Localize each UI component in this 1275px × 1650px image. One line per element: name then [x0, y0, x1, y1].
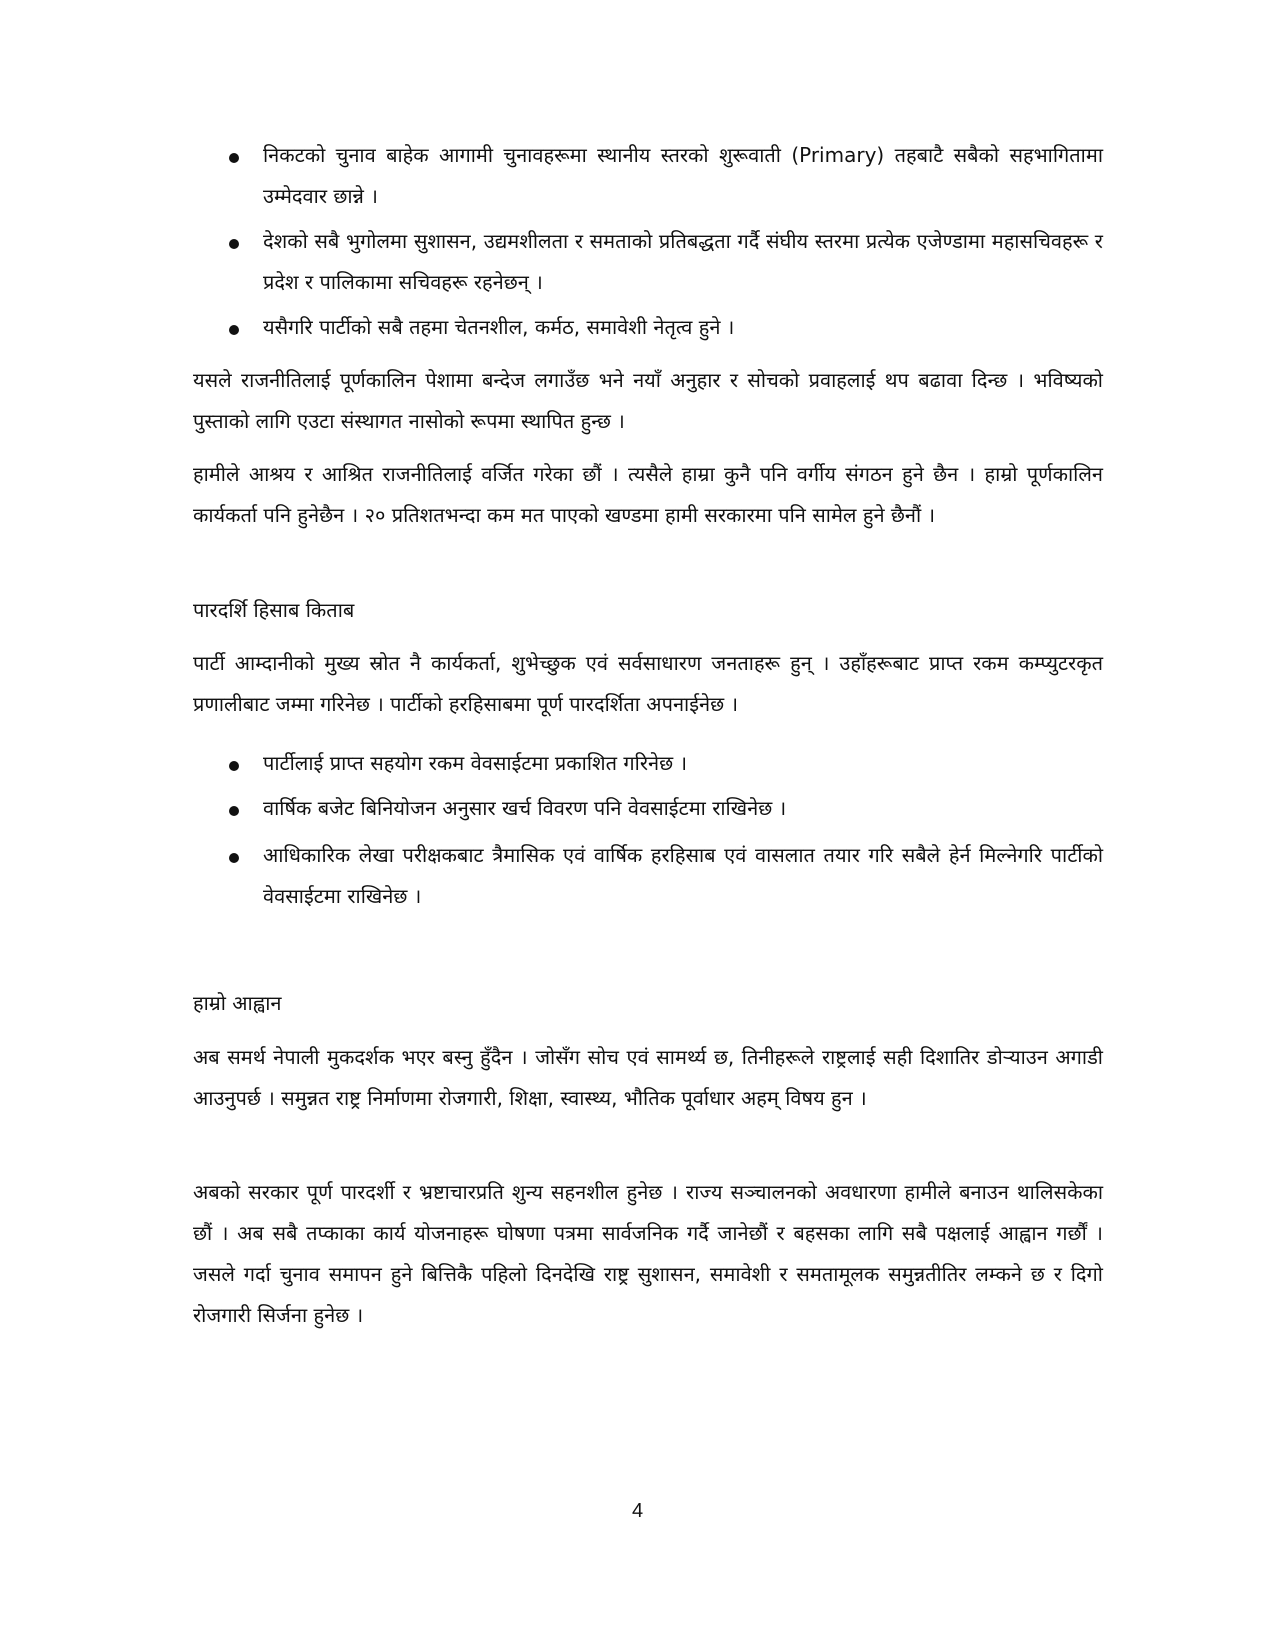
bullet-item: वार्षिक बजेट बिनियोजन अनुसार खर्च विवरण पनि वेवसाईटमा राखिनेछ ।: [263, 796, 787, 820]
page-number: 4: [631, 1500, 644, 1522]
bullet-dot: [229, 153, 239, 163]
bullet-dot: [229, 239, 239, 249]
body-paragraph: हामीले आश्रय र आश्रित राजनीतिलाई वर्जित गरेका छौं । त्यसैले हाम्रा कुनै पनि वर्गीय संगठन हुने छैन । हाम्रो पूर्णकालिन कार्यकर्ता पनि हुनेछैन । २० प्रतिशतभन्दा कम मत पाएको खण्डमा हामी सरकारमा पनि सामेल हुने छैनौं ।: [193, 462, 1103, 527]
bullet-dot: [229, 761, 239, 771]
section-heading: हाम्रो आह्वान: [193, 991, 282, 1015]
bullet-item: यसैगरि पार्टीको सबै तहमा चेतनशील, कर्मठ, समावेशी नेतृत्व हुने ।: [263, 315, 735, 339]
bullet-dot: [229, 325, 239, 335]
bullet-item: देशको सबै भुगोलमा सुशासन, उद्यमशीलता र समताको प्रतिबद्धता गर्दै संघीय स्तरमा प्रत्येक एजेण्डामा महासचिवहरू र प्रदेश र पालिकामा सचिवहरू रहनेछन् ।: [263, 229, 1103, 294]
body-paragraph: अबको सरकार पूर्ण पारदर्शी र भ्रष्टाचारप्रति शुन्य सहनशील हुनेछ । राज्य सञ्चालनको अवधारणा हामीले बनाउन थालिसकेका छौं । अब सबै तप्काका कार्य योजनाहरू घोषणा पत्रमा सार्वजनिक गर्दै जानेछौं र बहसका लागि सबै पक्षलाई आह्वान गर्छौं । जसले गर्दा चुनाव समापन हुने बित्तिकै पहिलो दिनदेखि राष्ट्र सुशासन, समावेशी र समतामूलक समुन्नतीतिर लम्कने छ र दिगो रोजगारी सिर्जना हुनेछ ।: [193, 1180, 1103, 1327]
body-paragraph: अब समर्थ नेपाली मुकदर्शक भएर बस्नु हुँदैन । जोसँग सोच एवं सामर्थ्य छ, तिनीहरूले राष्ट्रलाई सही दिशातिर डोऱ्याउन अगाडी आउनुपर्छ । समुन्नत राष्ट्र निर्माणमा रोजगारी, शिक्षा, स्वास्थ्य, भौतिक पूर्वाधार अहम् विषय हुन ।: [193, 1045, 1103, 1110]
bullet-dot: [229, 853, 239, 863]
bullet-dot: [229, 806, 239, 816]
bullet-item: निकटको चुनाव बाहेक आगामी चुनावहरूमा स्थानीय स्तरको शुरूवाती (Primary) तहबाटै सबैको सहभागितामा उम्मेदवार छान्ने ।: [263, 143, 1103, 208]
bullet-item: आधिकारिक लेखा परीक्षकबाट त्रैमासिक एवं वार्षिक हरहिसाब एवं वासलात तयार गरि सबैले हेर्न मिल्नेगरि पार्टीको वेवसाईटमा राखिनेछ ।: [263, 843, 1103, 908]
body-paragraph: पार्टी आम्दानीको मुख्य स्रोत नै कार्यकर्ता, शुभेच्छुक एवं सर्वसाधारण जनताहरू हुन् । उहाँहरूबाट प्राप्त रकम कम्प्युटरकृत प्रणालीबाट जम्मा गरिनेछ । पार्टीको हरहिसाबमा पूर्ण पारदर्शिता अपनाईनेछ ।: [193, 651, 1103, 716]
bullet-item: पार्टीलाई प्राप्त सहयोग रकम वेवसाईटमा प्रकाशित गरिनेछ ।: [263, 751, 688, 775]
body-paragraph: यसले राजनीतिलाई पूर्णकालिन पेशामा बन्देज लगाउँछ भने नयाँ अनुहार र सोचको प्रवाहलाई थप बढावा दिन्छ । भविष्यको पुस्ताको लागि एउटा संस्थागत नासोको रूपमा स्थापित हुन्छ ।: [193, 368, 1103, 433]
section-heading: पारदर्शि हिसाब किताब: [193, 598, 355, 622]
